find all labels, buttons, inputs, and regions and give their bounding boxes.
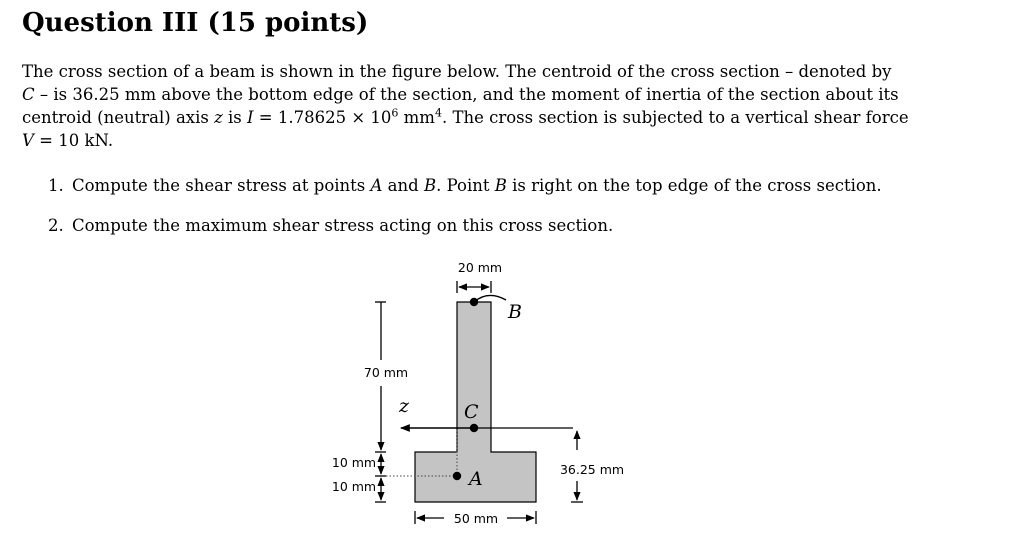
symbol-C: C bbox=[22, 85, 35, 104]
symbol-I: I bbox=[247, 108, 254, 127]
dimension-top-width bbox=[457, 260, 502, 293]
dim-label-top-width: 20 mm bbox=[457, 260, 503, 275]
dim-label-web-height: 70 mm bbox=[363, 365, 409, 380]
paragraph-text: . The cross section is subjected to a vertical shear force bbox=[441, 108, 909, 127]
paragraph-text: – is 36.25 mm above the bottom edge of the section, and the moment of inertia of the section about its bbox=[34, 85, 899, 104]
item-number: 2. bbox=[48, 216, 64, 235]
label-z: z bbox=[399, 395, 410, 417]
symbol-V: V bbox=[22, 131, 34, 150]
dimension-centroid-height bbox=[560, 431, 624, 502]
item-number: 1. bbox=[48, 176, 64, 195]
symbol-B: B bbox=[423, 176, 437, 195]
paragraph-text: mm bbox=[398, 108, 435, 127]
item-text: Compute the shear stress at points bbox=[72, 176, 371, 195]
paragraph-text: The cross section of a beam is shown in the figure below. The centroid of the cross section – denoted by bbox=[22, 62, 892, 81]
item-text: Compute the maximum shear stress acting on this cross section. bbox=[72, 216, 614, 235]
dim-label-centroid: 36.25 mm bbox=[559, 462, 625, 477]
exponent: 6 bbox=[391, 106, 399, 120]
dim-label-bottom-width: 50 mm bbox=[453, 511, 499, 526]
question-title: Question III (15 points) bbox=[22, 8, 369, 38]
dim-label-flange-lower: 10 mm bbox=[331, 479, 377, 494]
symbol-z: z bbox=[214, 108, 223, 127]
dimension-flange-lower bbox=[332, 476, 386, 502]
label-B: B bbox=[508, 301, 522, 323]
item-text: and bbox=[382, 176, 424, 195]
item-text: is right on the top edge of the cross section. bbox=[506, 176, 882, 195]
symbol-A: A bbox=[370, 176, 383, 195]
label-C: C bbox=[464, 401, 479, 423]
paragraph-text: centroid (neutral) axis bbox=[22, 108, 215, 127]
dimension-flange-upper bbox=[332, 452, 386, 474]
item-text: . Point bbox=[436, 176, 495, 195]
dim-label-flange-upper: 10 mm bbox=[331, 455, 377, 470]
paragraph-text: = 10 kN. bbox=[33, 131, 114, 150]
paragraph-text: is bbox=[222, 108, 248, 127]
symbol-B: B bbox=[494, 176, 507, 195]
exponent: 4 bbox=[434, 106, 442, 120]
paragraph-text: = 1.78625 × 10 bbox=[253, 108, 392, 127]
dimension-bottom-width bbox=[415, 511, 536, 526]
label-A: A bbox=[469, 468, 483, 490]
